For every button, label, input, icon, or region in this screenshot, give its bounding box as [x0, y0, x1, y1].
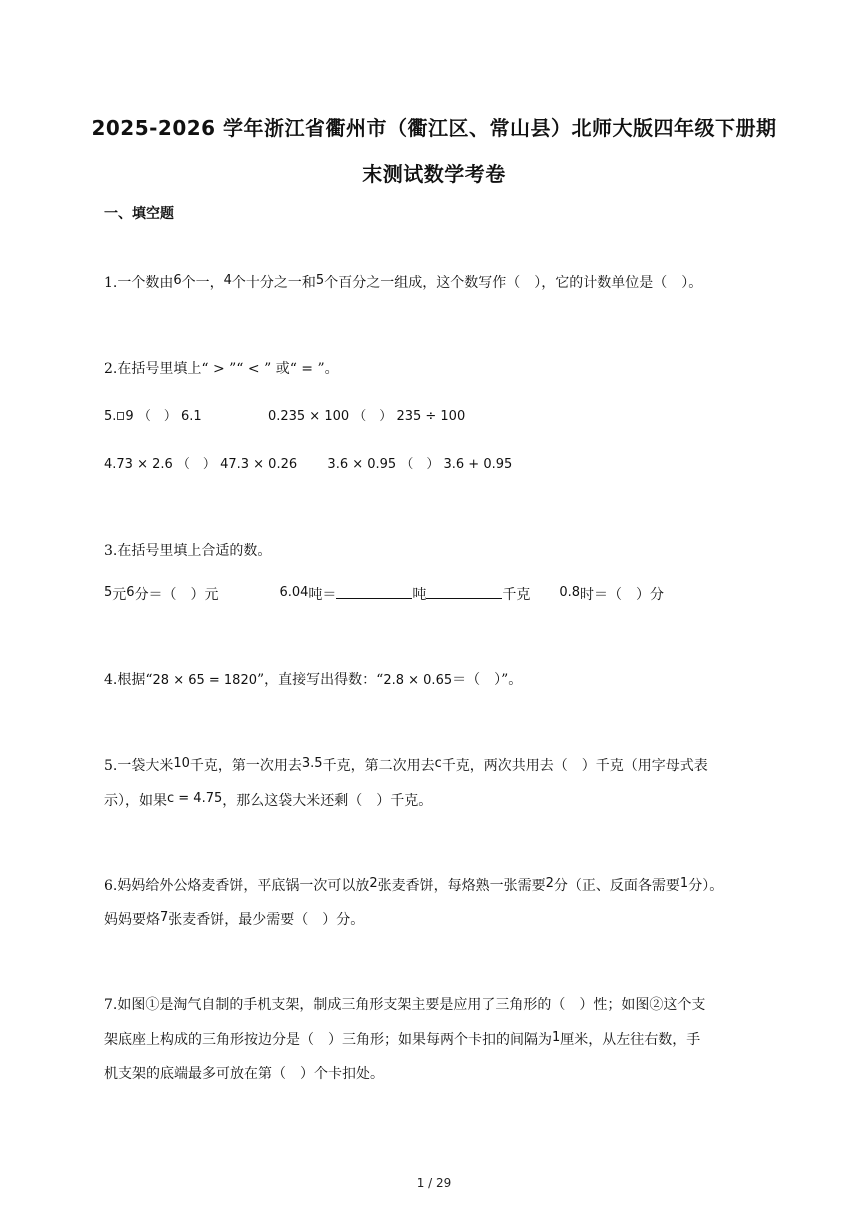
q2-r1b-left: 0.235 × 100 [267, 409, 350, 424]
q2-r2a-paren: （ ） [176, 457, 216, 472]
question-5-line-2 [104, 790, 432, 810]
q2-r1a-paren: （ ） [137, 409, 177, 424]
q6-num-3: 1 [679, 876, 689, 891]
q2-r2b-left: 3.6 × 0.95 [327, 457, 397, 472]
doc-title-line2: 末测试数学考卷 [362, 162, 506, 186]
question-6-line-2 [104, 909, 364, 929]
q2-r2b-right: 3.6 + 0.95 [443, 457, 513, 472]
q3-b-num-1: 6.04 [279, 585, 309, 600]
q4-text-c: ＝（ ）”。 [452, 672, 523, 688]
q6-text-a: 6.妈妈给外公烙麦香饼，平底锅一次可以放 [104, 878, 370, 894]
q1-num-3: 5 [315, 273, 325, 288]
question-3: 3.在括号里填上合适的数。 [104, 543, 272, 559]
q4-math-1: 28 × 65 = 1820 [152, 673, 257, 688]
q2-r2a-left: 4.73 × 2.6 [104, 457, 173, 472]
q6-text-f: 张麦香饼，最少需要（ ）分。 [168, 912, 365, 928]
q4-math-2: 2.8 × 0.65 [383, 673, 453, 688]
q7-text-2a: 架底座上构成的三角形按边分是（ ）三角形；如果每两个卡扣的间隔为 [104, 1032, 552, 1048]
answer-blank[interactable] [336, 586, 412, 599]
q3-a-text-2: 分＝（ ）元 [134, 587, 219, 603]
q2-r2a-right: 47.3 × 0.26 [220, 457, 298, 472]
q5-text-f: ，那么这袋大米还剩（ ）千克。 [222, 793, 433, 809]
question-5-line-1 [104, 755, 708, 775]
q4-text-a: 4.根据“ [104, 672, 153, 688]
q6-text-e: 妈妈要烙 [104, 912, 160, 928]
page-number: 1 / 29 [416, 1176, 452, 1190]
question-7-line-1: 7.如图①是淘气自制的手机支架，制成三角形支架主要是应用了三角形的（ ）性；如图②这个支 [104, 997, 706, 1013]
q5-text-b: 千克，第一次用去 [189, 758, 302, 774]
q7-text-2b: 厘米，从左往右数，手 [560, 1032, 701, 1048]
q3-row [104, 584, 664, 604]
q2-r1a-right: 6.1 [180, 409, 202, 424]
q6-num-1: 2 [369, 876, 378, 891]
missing-digit-box [117, 412, 124, 420]
q6-num-2: 2 [545, 876, 554, 891]
q6-num-4: 7 [160, 910, 169, 925]
section-heading: 一、填空题 [104, 206, 174, 222]
q1-text-c: 个十分之一和 [231, 275, 316, 291]
q2-row-1 [104, 405, 465, 424]
q3-a-num-2: 6 [126, 585, 135, 600]
question-1 [104, 272, 702, 292]
q6-text-c: 分（正、反面各需要 [553, 878, 680, 894]
q2-r1b-paren: （ ） [353, 409, 393, 424]
q7-num-1: 1 [552, 1030, 561, 1045]
q2-row-2 [104, 453, 512, 472]
q4-text-b: ”，直接写出得数：“ [257, 672, 384, 688]
q6-text-b: 张麦香饼，每烙熟一张需要 [377, 878, 546, 894]
q5-text-c: 千克，第二次用去 [322, 758, 435, 774]
question-6-line-1 [104, 875, 723, 895]
q3-a-text-1: 元 [112, 587, 127, 603]
q2-r1a-post: 9 [125, 409, 134, 424]
q2-r1a-pre: 5. [104, 409, 117, 424]
question-2: 2.在括号里填上“ > ”“ < ” 或“ = ”。 [104, 361, 339, 377]
q5-num-1: 10 [173, 756, 190, 771]
question-7-line-3: 机支架的底端最多可放在第（ ）个卡扣处。 [104, 1066, 384, 1082]
q1-text-b: 个一， [181, 275, 224, 291]
question-7-line-2 [104, 1029, 700, 1049]
q3-c-text-1: 时＝（ ）分 [580, 587, 665, 603]
q3-c-num-1: 0.8 [559, 585, 581, 600]
q5-text-a: 5.一袋大米 [104, 758, 174, 774]
doc-title-line1: 2025-2026 学年浙江省衢州市（衢江区、常山县）北师大版四年级下册期 [91, 116, 777, 140]
q1-num-1: 6 [173, 273, 182, 288]
q3-b-text-3: 千克 [502, 587, 531, 603]
answer-blank[interactable] [426, 586, 502, 599]
q2-r1b-right: 235 ÷ 100 [396, 409, 466, 424]
q5-text-e: 示），如果 [104, 793, 167, 809]
q5-num-2: 3.5 [301, 756, 323, 771]
q1-text-d: 个百分之一组成，这个数写作（ ），它的计数单位是（ ）。 [324, 275, 703, 291]
q3-b-text-1: 吨＝ [308, 587, 337, 603]
q3-b-text-2: 吨 [412, 587, 427, 603]
q5-num-3: c [434, 756, 442, 771]
q1-text-a: 1.一个数由 [104, 275, 174, 291]
q6-text-d: 分）。 [688, 878, 724, 894]
q3-a-num-1: 5 [104, 585, 113, 600]
q1-num-2: 4 [223, 273, 232, 288]
q5-math-1: c = 4.75 [167, 791, 223, 806]
q5-text-d: 千克，两次共用去（ ）千克（用字母式表 [441, 758, 708, 774]
question-4 [104, 669, 522, 689]
q2-r2b-paren: （ ） [400, 457, 440, 472]
